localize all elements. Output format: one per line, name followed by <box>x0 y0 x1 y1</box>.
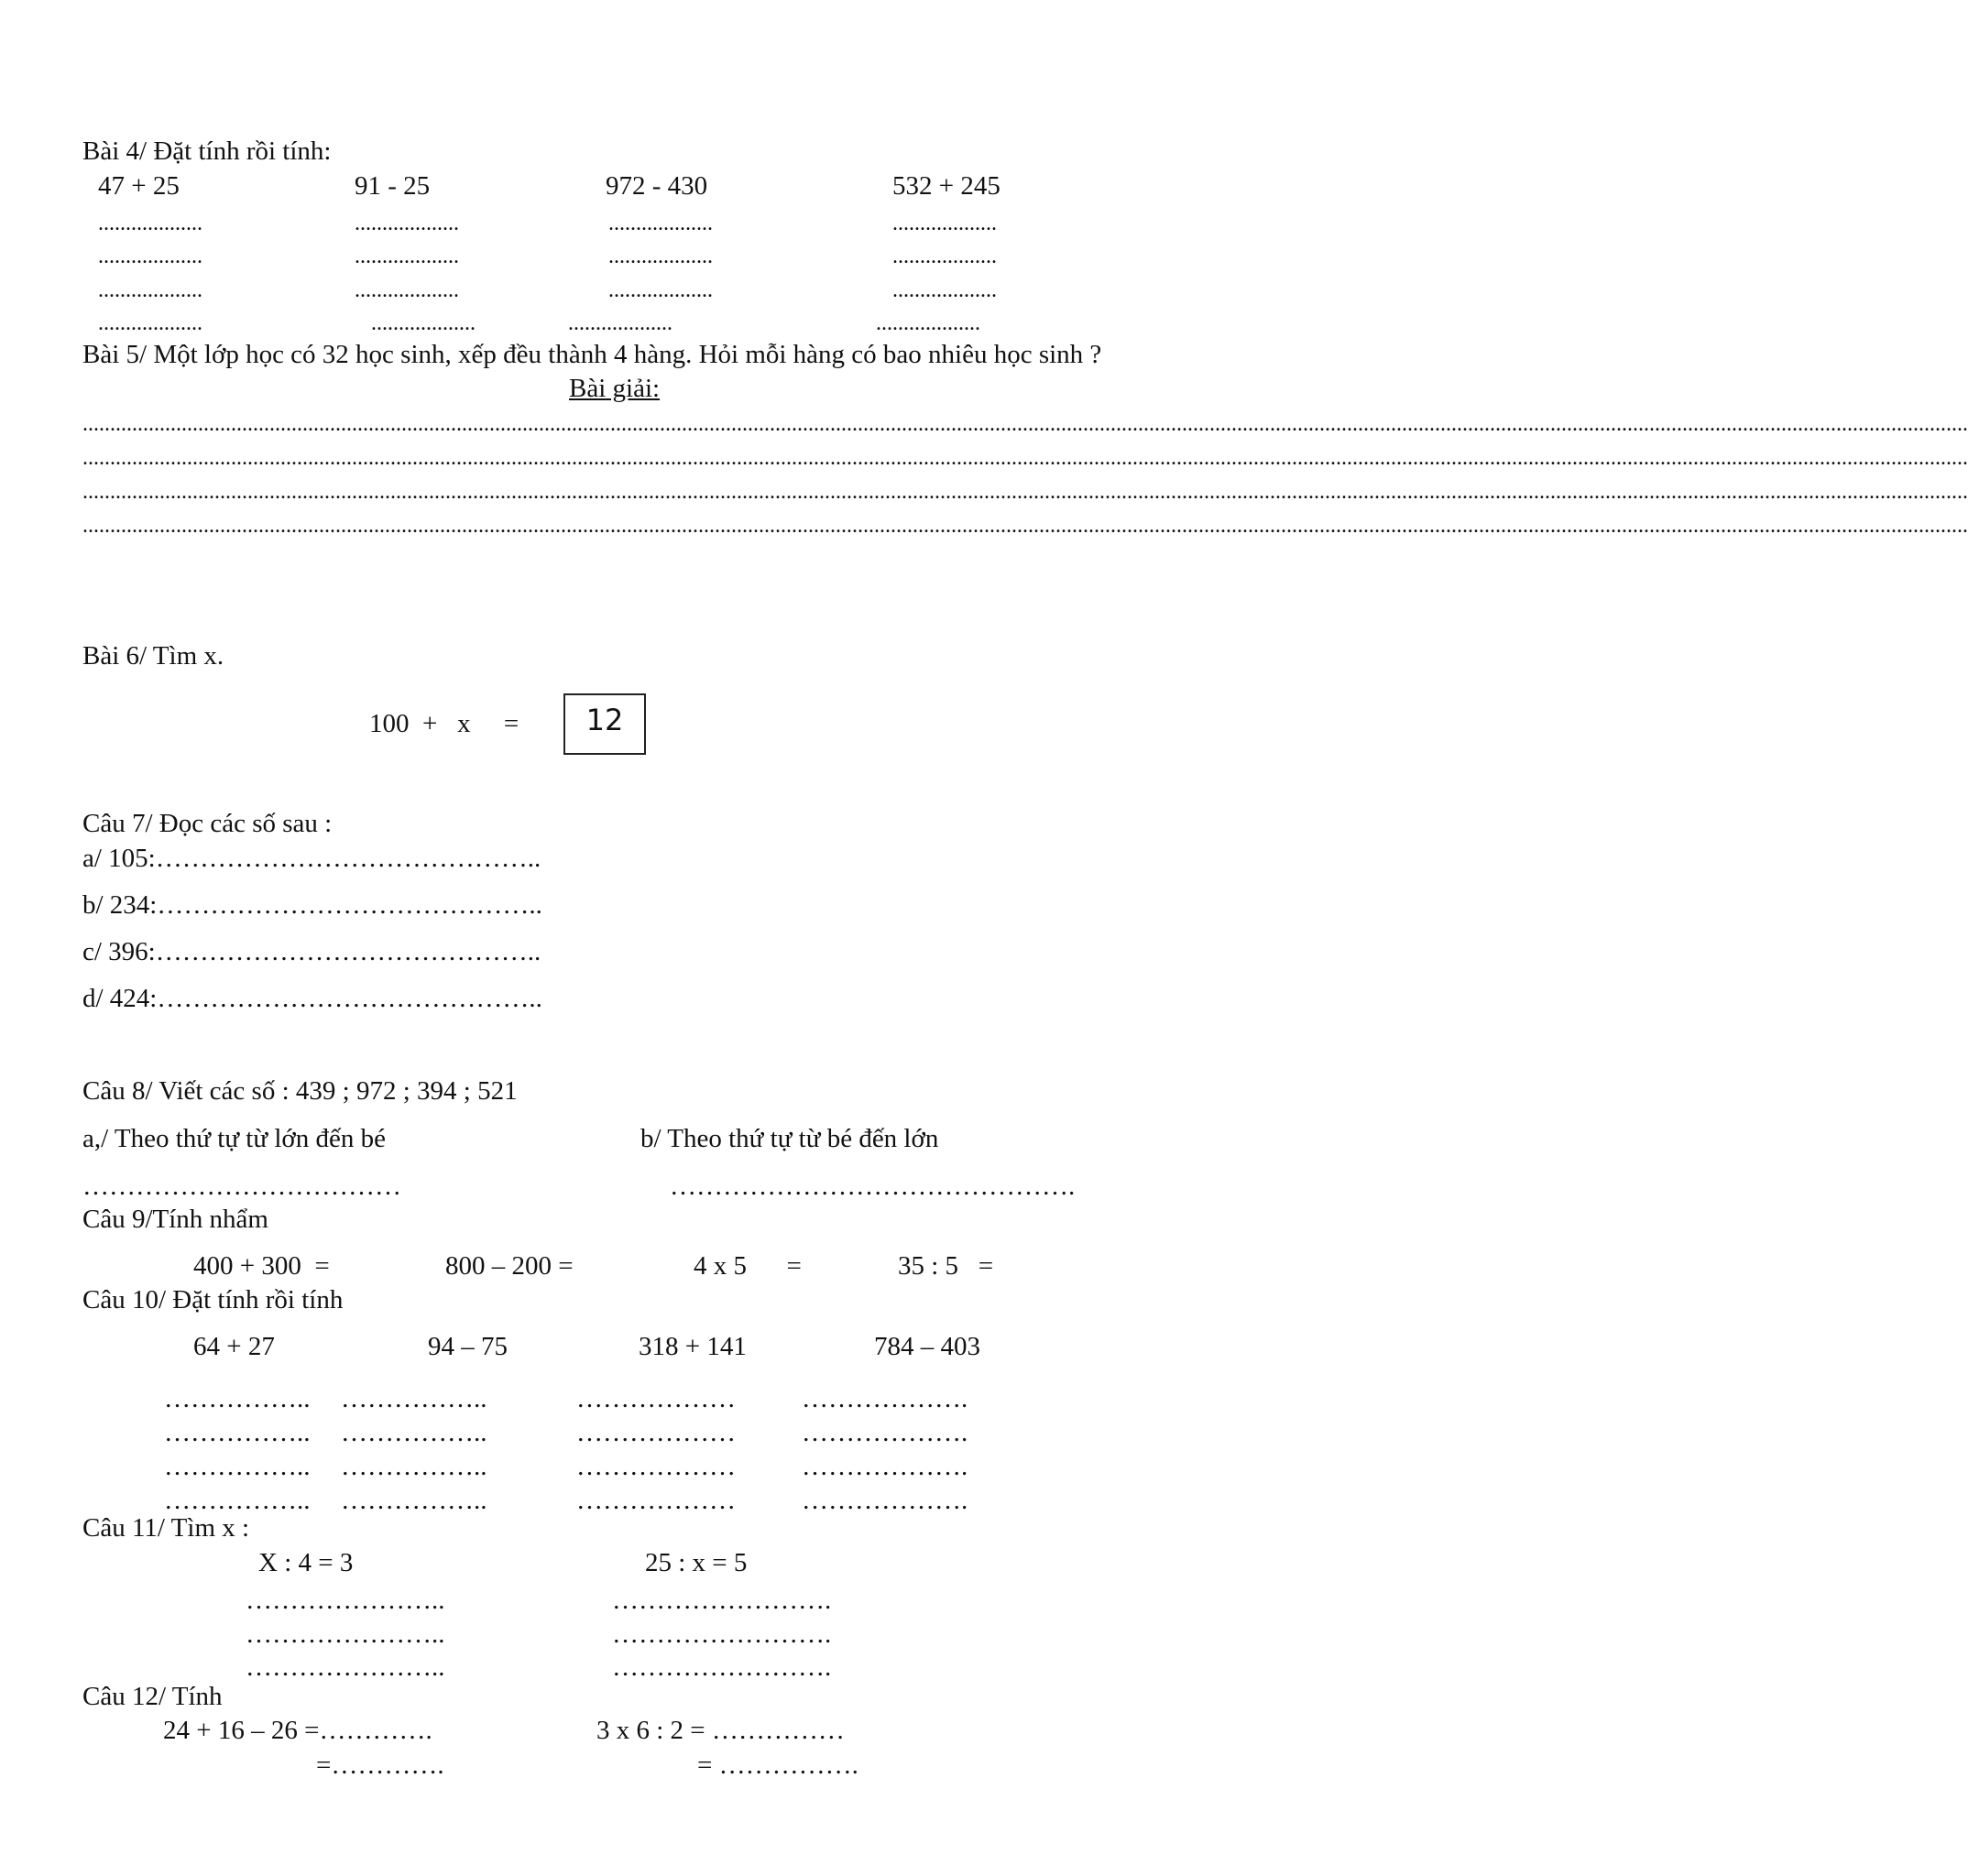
bai6-equation: 100 + x = <box>369 709 519 738</box>
cau10-answer-line[interactable]: ……………… <box>576 1418 736 1447</box>
cau8-part-b: b/ Theo thứ tự từ bé đến lớn <box>640 1124 939 1153</box>
cau10-answer-line[interactable]: …………….. <box>164 1452 311 1481</box>
bai6-answer-box[interactable] <box>563 693 646 755</box>
cau11-equation-1: X : 4 = 3 <box>258 1548 354 1577</box>
cau10-expr-2: 94 – 75 <box>428 1332 508 1361</box>
cau10-answer-line[interactable]: ………………. <box>802 1418 968 1447</box>
cau7-item-b[interactable]: b/ 234:…………………………………….. <box>82 890 542 920</box>
cau8-answer-a[interactable]: ……………………………… <box>82 1172 401 1201</box>
bai4-answer-line[interactable]: ................... <box>98 278 202 302</box>
bai4-answer-line[interactable]: ................... <box>608 212 713 235</box>
cau10-answer-line[interactable]: ………………. <box>802 1486 968 1515</box>
bai4-answer-line[interactable]: ................... <box>355 212 459 235</box>
cau10-answer-line[interactable]: …………….. <box>341 1384 487 1413</box>
cau10-answer-line[interactable]: …………….. <box>164 1486 311 1515</box>
cau9-item-2: 800 – 200 = <box>445 1251 574 1281</box>
cau11-title: Câu 11/ Tìm x : <box>82 1513 250 1543</box>
cau10-expr-4: 784 – 403 <box>874 1332 980 1361</box>
bai4-answer-line[interactable]: ................... <box>98 311 202 335</box>
bai4-title: Bài 4/ Đặt tính rồi tính: <box>82 136 332 166</box>
bai4-answer-line[interactable]: ................... <box>892 212 997 235</box>
cau7-item-a[interactable]: a/ 105:…………………………………….. <box>82 844 541 873</box>
bai4-expr-3: 972 - 430 <box>606 171 708 201</box>
cau11-answer-line[interactable]: ………………….. <box>246 1586 445 1615</box>
bai4-answer-line[interactable]: ................... <box>608 245 713 268</box>
cau8-part-a: a,/ Theo thứ tự từ lớn đến bé <box>82 1124 386 1153</box>
cau10-answer-line[interactable]: ……………… <box>576 1384 736 1413</box>
cau9-title: Câu 9/Tính nhẩm <box>82 1205 268 1234</box>
bai4-expr-4: 532 + 245 <box>892 171 1000 201</box>
bai4-answer-line[interactable]: ................... <box>892 245 997 268</box>
cau10-answer-line[interactable]: ………………. <box>802 1452 968 1481</box>
bai4-answer-line[interactable]: ................... <box>608 278 713 302</box>
cau8-answer-b[interactable]: ………………………………………. <box>670 1172 1076 1201</box>
bai6-box-value: 12 <box>585 702 624 737</box>
bai4-expr-1: 47 + 25 <box>98 171 180 201</box>
bai5-answer-line[interactable]: ....................................................................................................................................................................................................................................................................................................................................................... <box>82 514 1968 538</box>
bai4-answer-line[interactable]: ................... <box>892 278 997 302</box>
bai5-answer-line[interactable]: ....................................................................................................................................................................................................................................................................................................................................................... <box>82 480 1968 504</box>
cau10-answer-line[interactable]: ……………… <box>576 1452 736 1481</box>
bai4-answer-line[interactable]: ................... <box>876 311 980 335</box>
cau11-answer-line[interactable]: ………………….. <box>246 1652 445 1682</box>
bai4-answer-line[interactable]: ................... <box>355 278 459 302</box>
cau11-equation-2: 25 : x = 5 <box>645 1548 748 1577</box>
bai4-expr-2: 91 - 25 <box>355 171 431 201</box>
cau8-title: Câu 8/ Viết các số : 439 ; 972 ; 394 ; 521 <box>82 1076 518 1106</box>
bai4-answer-line[interactable]: ................... <box>568 311 672 335</box>
cau10-expr-1: 64 + 27 <box>193 1332 275 1361</box>
bai4-answer-line[interactable]: ................... <box>355 245 459 268</box>
cau10-title: Câu 10/ Đặt tính rồi tính <box>82 1285 344 1314</box>
bai5-question: Bài 5/ Một lớp học có 32 học sinh, xếp đều thành 4 hàng. Hỏi mỗi hàng có bao nhiêu học sinh ? <box>82 340 1102 369</box>
bai4-answer-line[interactable]: ................... <box>371 311 476 335</box>
cau12-title: Câu 12/ Tính <box>82 1682 223 1711</box>
cau10-answer-line[interactable]: …………….. <box>341 1452 487 1481</box>
cau10-answer-line[interactable]: …………….. <box>164 1418 311 1447</box>
cau11-answer-line[interactable]: ………………….. <box>246 1620 445 1649</box>
cau10-answer-line[interactable]: …………….. <box>341 1418 487 1447</box>
bai5-solution-label: Bài giải: <box>569 374 661 403</box>
cau11-answer-line[interactable]: ……………………. <box>612 1620 832 1649</box>
cau10-expr-3: 318 + 141 <box>639 1332 747 1361</box>
cau12-right-expression[interactable]: 3 x 6 : 2 = …………… <box>596 1716 845 1745</box>
cau7-item-d[interactable]: d/ 424:…………………………………….. <box>82 984 542 1013</box>
cau12-right-result[interactable]: = ……………. <box>697 1751 858 1780</box>
cau9-item-4: 35 : 5 = <box>898 1251 994 1281</box>
cau9-item-1: 400 + 300 = <box>193 1251 330 1281</box>
cau10-answer-line[interactable]: ……………… <box>576 1486 736 1515</box>
cau11-answer-line[interactable]: ……………………. <box>612 1586 832 1615</box>
cau7-item-c[interactable]: c/ 396:…………………………………….. <box>82 937 541 966</box>
bai5-answer-line[interactable]: ....................................................................................................................................................................................................................................................................................................................................................... <box>82 446 1968 470</box>
bai5-answer-line[interactable]: ....................................................................................................................................................................................................................................................................................................................................................... <box>82 412 1968 436</box>
bai4-answer-line[interactable]: ................... <box>98 245 202 268</box>
bai4-answer-line[interactable]: ................... <box>98 212 202 235</box>
cau9-item-3: 4 x 5 = <box>694 1251 802 1281</box>
cau10-answer-line[interactable]: …………….. <box>341 1486 487 1515</box>
bai6-title: Bài 6/ Tìm x. <box>82 641 224 671</box>
cau12-left-expression[interactable]: 24 + 16 – 26 =…………. <box>163 1716 432 1745</box>
cau11-answer-line[interactable]: ……………………. <box>612 1652 832 1682</box>
cau12-left-result[interactable]: =…………. <box>316 1751 444 1780</box>
cau7-title: Câu 7/ Đọc các số sau : <box>82 809 333 838</box>
cau10-answer-line[interactable]: …………….. <box>164 1384 311 1413</box>
cau10-answer-line[interactable]: ………………. <box>802 1384 968 1413</box>
